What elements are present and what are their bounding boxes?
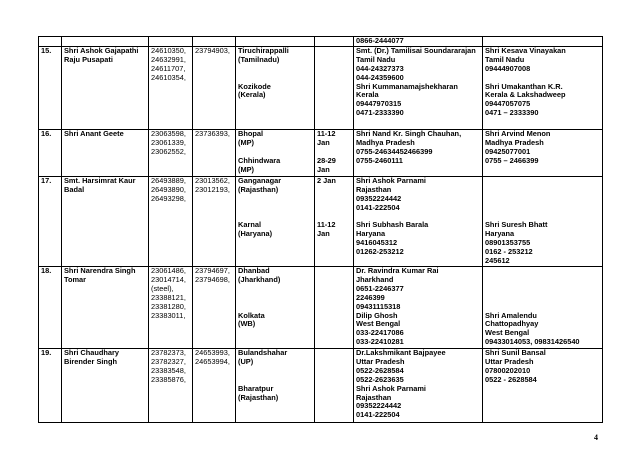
cell-dates <box>315 266 354 348</box>
cell-phone1 <box>149 37 193 47</box>
cell-places: Tiruchirappalli (Tamilnadu) Kozikode (Kerala) <box>236 46 315 129</box>
cell-contacts2: Shri Amalendu Chattopadhyay West Bengal 09433014053, 09831426540 <box>483 266 603 348</box>
cell-phone2: 23794697, 23794698, <box>193 266 236 348</box>
cell-phone1: 23061486, 23014714, (steel), 23388121, 23381280, 23383011, <box>149 266 193 348</box>
cell-places: Bhopal (MP) Chhindwara (MP) <box>236 129 315 176</box>
cell-dates <box>315 348 354 422</box>
cell-contacts2: Shri Sunil Bansal Uttar Pradesh 07800202010 0522 - 2628584 <box>483 348 603 422</box>
cell-dates: 11-12 Jan 28-29 Jan <box>315 129 354 176</box>
cell-contacts2: Shri Kesava Vinayakan Tamil Nadu 09444907008 Shri Umakanthan K.R. Kerala & Lakshadweep 09447057075 0471 – 2333390 <box>483 46 603 129</box>
cell-name: Shri Narendra Singh Tomar <box>62 266 149 348</box>
cell-no <box>39 37 62 47</box>
table-row <box>39 348 603 422</box>
cell-dates: 2 Jan 11-12 Jan <box>315 176 354 266</box>
table-row <box>39 129 603 176</box>
cell-contacts2: Shri Arvind Menon Madhya Pradesh 09425077001 0755 – 2466399 <box>483 129 603 176</box>
cell-phone2 <box>193 37 236 47</box>
cell-contacts2: Shri Suresh Bhatt Haryana 08901353755 0162 - 253212 245612 <box>483 176 603 266</box>
cell-contacts1: Smt. (Dr.) Tamilisai Soundararajan Tamil Nadu 044-24327373 044-24359600 Shri Kummanamajshekharan Kerala 09447970315 0471-2333390 <box>354 46 483 129</box>
cell-places <box>236 37 315 47</box>
cell-phone1: 24610350, 24632991, 24611707, 24610354, <box>149 46 193 129</box>
cell-places: Ganganagar (Rajasthan) Karnal (Haryana) <box>236 176 315 266</box>
cell-places: Dhanbad (Jharkhand) Kolkata (WB) <box>236 266 315 348</box>
table-row <box>39 46 603 129</box>
cell-contacts1: Shri Ashok Parnami Rajasthan 09352224442 0141-222504 Shri Subhash Barala Haryana 9416045312 01262-253212 <box>354 176 483 266</box>
cell-dates <box>315 46 354 129</box>
cell-contacts1: 0866-2444077 <box>354 37 483 47</box>
table-row <box>39 266 603 348</box>
page-number: 4 <box>594 433 598 442</box>
contacts-table <box>38 36 603 423</box>
cell-no: 16. <box>39 129 62 176</box>
cell-dates <box>315 37 354 47</box>
cell-phone2: 23794903, <box>193 46 236 129</box>
cell-contacts2 <box>483 37 603 47</box>
table-row <box>39 176 603 266</box>
cell-name: Smt. Harsimrat Kaur Badal <box>62 176 149 266</box>
cell-name <box>62 37 149 47</box>
cell-phone2: 23736393, <box>193 129 236 176</box>
cell-name: Shri Chaudhary Birender Singh <box>62 348 149 422</box>
cell-phone1: 23782373, 23782327, 23383548, 23385876, <box>149 348 193 422</box>
table-row-continued <box>39 37 603 47</box>
cell-name: Shri Ashok Gajapathi Raju Pusapati <box>62 46 149 129</box>
cell-phone1: 23063598, 23061339, 23062552, <box>149 129 193 176</box>
cell-phone2: 23013562, 23012193, <box>193 176 236 266</box>
cell-phone2: 24653993, 24653994, <box>193 348 236 422</box>
cell-no: 18. <box>39 266 62 348</box>
cell-contacts1: Dr.Lakshmikant Bajpayee Uttar Pradesh 0522-2628584 0522-2623635 Shri Ashok Parnami Rajasthan 09352224442 0141-222504 <box>354 348 483 422</box>
cell-no: 19. <box>39 348 62 422</box>
cell-no: 17. <box>39 176 62 266</box>
cell-contacts1: Shri Nand Kr. Singh Chauhan, Madhya Pradesh 0755-24634452466399 0755-2460111 <box>354 129 483 176</box>
cell-places: Bulandshahar (UP) Bharatpur (Rajasthan) <box>236 348 315 422</box>
cell-phone1: 26493889, 26493890, 26493298, <box>149 176 193 266</box>
cell-contacts1: Dr. Ravindra Kumar Rai Jharkhand 0651-2246377 2246399 09431115318 Dilip Ghosh West Bengal 033-22417086 033-22410281 <box>354 266 483 348</box>
cell-name: Shri Anant Geete <box>62 129 149 176</box>
cell-no: 15. <box>39 46 62 129</box>
